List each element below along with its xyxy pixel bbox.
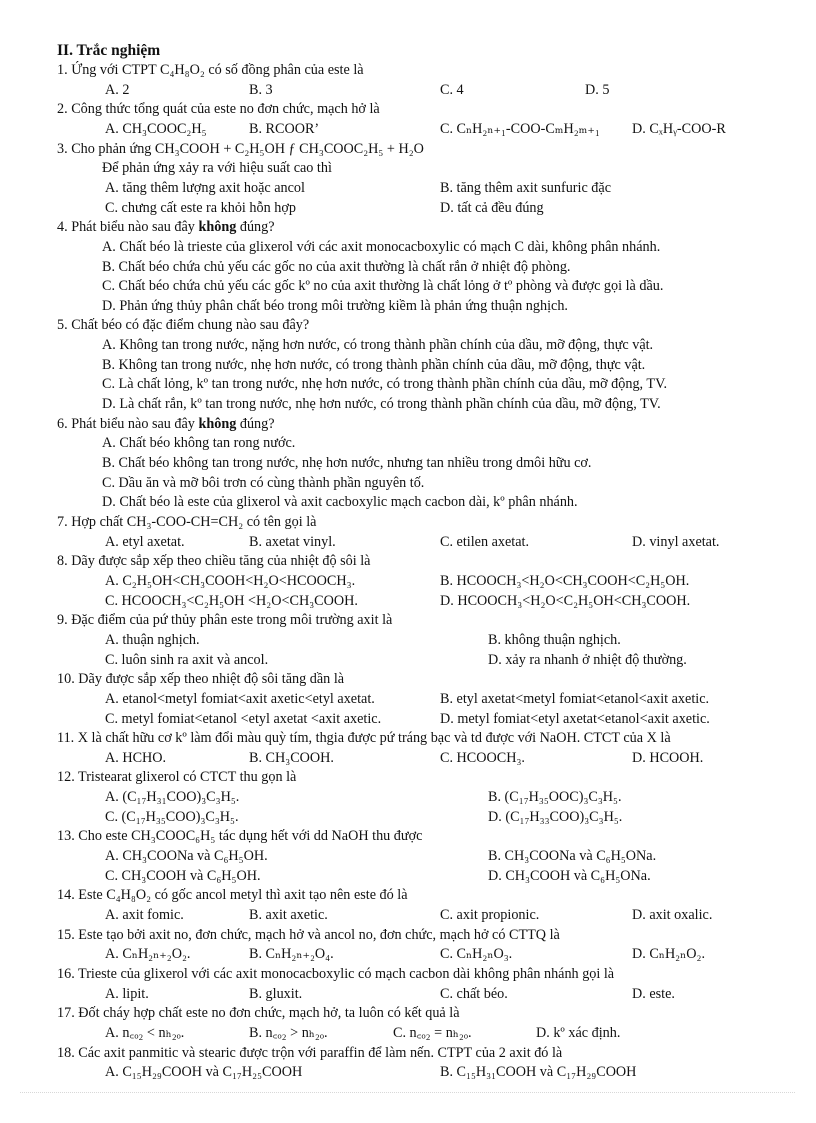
option-a: A. n꜀ₒ₂ < nₕ₂ₒ.	[105, 1024, 185, 1041]
option-b: B. etyl axetat<metyl fomiat<etanol<axit axetic.	[440, 690, 710, 707]
option-c: C. HCOOCH₃<C₂H₅OH <H₂O<CH₃COOH.	[105, 592, 358, 609]
option-d: D. 5	[585, 81, 610, 98]
question-3-condition: Để phản ứng xảy ra với hiệu suất cao thì	[102, 160, 332, 177]
question-10-stem: 10. Dãy được sắp xếp theo nhiệt độ sôi tăng dần là	[57, 671, 345, 688]
question-12-stem: 12. Tristearat glixerol có CTCT thu gọn là	[57, 769, 297, 786]
option-d: D. (C₁₇H₃₃COO)₃C₃H₅.	[488, 808, 623, 825]
question-13-stem: 13. Cho este CH₃COOC₆H₅ tác dụng hết với dd NaOH thu được	[57, 828, 423, 845]
option-c: C. axit propionic.	[440, 906, 540, 923]
option-c: C. CₙH₂ₙ₊₁-COO-CₘH₂ₘ₊₁	[440, 120, 600, 137]
question-9-stem: 9. Đặc điểm của pứ thủy phân este trong môi trường axit là	[57, 612, 393, 629]
option-c: C. HCOOCH₃.	[440, 749, 525, 766]
question-8-stem: 8. Dãy được sắp xếp theo chiều tăng của nhiệt độ sôi là	[57, 553, 371, 570]
option-a: A. CH₃COONa và C₆H₅OH.	[105, 848, 268, 865]
option-d: D. CₙH₂ₙO₂.	[632, 946, 706, 963]
question-17-options	[57, 1024, 777, 1044]
option-d: D. tất cả đều đúng	[440, 199, 544, 216]
question-14-options	[57, 906, 777, 926]
option-c: C. CH₃COOH và C₆H₅OH.	[105, 867, 261, 884]
question-12-options-row1	[57, 788, 777, 808]
option-c: C. metyl fomiat<etanol <etyl axetat <axit axetic.	[105, 710, 382, 727]
option-b: B. không thuận nghịch.	[488, 631, 621, 648]
question-17-stem: 17. Đốt cháy hợp chất este no đơn chức, mạch hở, ta luôn có kết quả là	[57, 1005, 460, 1022]
option-d: D. xảy ra nhanh ở nhiệt độ thường.	[488, 651, 687, 668]
option-b: B. tăng thêm axit sunfuric đặc	[440, 179, 611, 196]
question-14-stem: 14. Este C₄H₈O₂ có gốc ancol metyl thì axit tạo nên este đó là	[57, 887, 408, 904]
question-10-options-row1	[57, 690, 777, 710]
option-a: A. thuận nghịch.	[105, 631, 200, 648]
option-b: B. RCOOR’	[249, 120, 320, 137]
statement-c: C. Dầu ăn và mỡ bôi trơn có cùng thành phần nguyên tố.	[102, 474, 425, 491]
option-c: C. 4	[440, 81, 464, 98]
option-b: B. HCOOCH₃<H₂O<CH₃COOH<C₂H₅OH.	[440, 572, 690, 589]
statement-a: A. Chất béo không tan rong nước.	[102, 435, 296, 452]
option-a: A. HCHO.	[105, 749, 167, 766]
question-9-options-row2	[57, 651, 777, 671]
option-b: B. CₙH₂ₙ₊₂O₄.	[249, 946, 334, 963]
option-c: C. etilen axetat.	[440, 533, 530, 550]
question-13-options-row2	[57, 867, 777, 887]
option-c: C. chất béo.	[440, 985, 508, 1002]
question-16-options	[57, 985, 777, 1005]
question-9-options-row1	[57, 631, 777, 651]
option-b: B. CH₃COOH.	[249, 749, 334, 766]
question-4-stem: 4. Phát biểu nào sau đây không đúng?	[57, 219, 275, 236]
option-a: A. CH₃COOC₂H₅	[105, 120, 207, 137]
option-d: D. axit oxalic.	[632, 906, 713, 923]
option-b: B. (C₁₇H₃₅OOC)₃C₃H₅.	[488, 789, 622, 806]
option-a: A. axit fomic.	[105, 906, 184, 923]
option-d: D. HCOOCH₃<H₂O<C₂H₅OH<CH₃COOH.	[440, 592, 691, 609]
statement-a: A. Chất béo là trieste của glixerol với các axit monocacboxylic có mạch C dài, không phân nhánh.	[102, 238, 661, 255]
option-d: D. CₓHᵧ-COO-R	[632, 120, 726, 137]
question-8-options-row1	[57, 572, 777, 592]
question-5-stem: 5. Chất béo có đặc điểm chung nào sau đây?	[57, 317, 310, 334]
question-2-stem: 2. Công thức tổng quát của este no đơn chức, mạch hở là	[57, 101, 380, 118]
option-a: A. etyl axetat.	[105, 533, 185, 550]
option-a: A. tăng thêm lượng axit hoặc ancol	[105, 179, 305, 196]
option-b: B. gluxit.	[249, 985, 303, 1002]
question-6-stem: 6. Phát biểu nào sau đây không đúng?	[57, 415, 275, 432]
question-7-options	[57, 533, 777, 553]
option-a: A. C₁₅H₂₉COOH và C₁₇H₂₅COOH	[105, 1064, 303, 1081]
option-d: D. kº xác định.	[536, 1024, 621, 1041]
question-11-stem: 11. X là chất hữu cơ kº làm đổi màu quỳ tím, thgia được pứ tráng bạc và td được với NaOH. CTCT của X là	[57, 730, 671, 747]
question-18-stem: 18. Các axit panmitic và stearic được trộn với paraffin để làm nến. CTPT của 2 axit đó là	[57, 1044, 563, 1061]
question-16-stem: 16. Trieste của glixerol với các axit monocacboxylic có mạch cacbon dài không phân nhánh gọi là	[57, 965, 615, 982]
option-b: B. axit axetic.	[249, 906, 328, 923]
option-b: B. n꜀ₒ₂ > nₕ₂ₒ.	[249, 1024, 328, 1041]
option-a: A. CₙH₂ₙ₊₂O₂.	[105, 946, 191, 963]
page-bottom-dotted-rule	[20, 1092, 795, 1093]
document-body	[57, 40, 777, 1083]
option-a: A. etanol<metyl fomiat<axit axetic<etyl axetat.	[105, 690, 375, 707]
option-d: D. este.	[632, 985, 675, 1002]
section-title: II. Trắc nghiệm	[57, 42, 161, 59]
statement-d: D. Phản ứng thủy phân chất béo trong môi trường kiềm là phản ứng thuận nghịch.	[102, 297, 568, 314]
option-d: D. metyl fomiat<etyl axetat<etanol<axit axetic.	[440, 710, 710, 727]
option-b: B. C₁₅H₃₁COOH và C₁₇H₂₉COOH	[440, 1064, 637, 1081]
option-d: D. CH₃COOH và C₆H₅ONa.	[488, 867, 651, 884]
question-18-options	[57, 1063, 777, 1083]
question-1-stem: 1. Ứng với CTPT C₄H₈O₂ có số đồng phân của este là	[57, 62, 364, 78]
option-a: A. lipit.	[105, 985, 149, 1002]
question-15-stem: 15. Este tạo bởi axit no, đơn chức, mạch hở và ancol no, đơn chức, mạch hở có CTTQ là	[57, 926, 560, 943]
question-13-options-row1	[57, 847, 777, 867]
option-c: C. chưng cất este ra khỏi hỗn hợp	[105, 199, 296, 216]
statement-b: B. Không tan trong nước, nhẹ hơn nước, có trong thành phần chính của dầu, mỡ động, thực vật.	[102, 356, 646, 373]
option-c: C. luôn sinh ra axit và ancol.	[105, 651, 269, 668]
option-c: C. CₙH₂ₙO₃.	[440, 946, 513, 963]
statement-c: C. Chất béo chứa chủ yếu các gốc kº no của axit thường là chất lỏng ở tº phòng và được gọi là dầu.	[102, 278, 664, 295]
question-2-options	[57, 120, 777, 140]
question-3-stem: 3. Cho phản ứng CH₃COOH + C₂H₅OH ƒ CH₃COOC₂H₅ + H₂O	[57, 140, 424, 157]
question-10-options-row2	[57, 710, 777, 730]
option-a: A. C₂H₅OH<CH₃COOH<H₂O<HCOOCH₃.	[105, 572, 356, 589]
question-1-options	[57, 81, 777, 101]
question-3-options-row2	[57, 199, 777, 219]
question-15-options	[57, 945, 777, 965]
question-12-options-row2	[57, 808, 777, 828]
statement-b: B. Chất béo không tan trong nước, nhẹ hơn nước, nhưng tan nhiều trong dmôi hữu cơ.	[102, 455, 592, 472]
question-3-options-row1	[57, 179, 777, 199]
statement-d: D. Chất béo là este của glixerol và axit cacboxylic mạch cacbon dài, kº phân nhánh.	[102, 494, 578, 511]
option-a: A. 2	[105, 81, 130, 98]
option-c: C. (C₁₇H₃₅COO)₃C₃H₅.	[105, 808, 239, 825]
option-a: A. (C₁₇H₃₁COO)₃C₃H₅.	[105, 789, 240, 806]
statement-d: D. Là chất rắn, kº tan trong nước, nhẹ hơn nước, có trong thành phần chính của dầu, mỡ động, TV.	[102, 396, 661, 413]
option-c: C. n꜀ₒ₂ = nₕ₂ₒ.	[393, 1024, 472, 1041]
question-11-options	[57, 749, 777, 769]
question-7-stem: 7. Hợp chất CH₃-COO-CH=CH₂ có tên gọi là	[57, 514, 317, 531]
option-d: D. vinyl axetat.	[632, 533, 720, 550]
option-b: B. CH₃COONa và C₆H₅ONa.	[488, 848, 657, 865]
statement-b: B. Chất béo chứa chủ yếu các gốc no của axit thường là chất rắn ở nhiệt độ phòng.	[102, 258, 571, 275]
option-b: B. 3	[249, 81, 273, 98]
statement-c: C. Là chất lỏng, kº tan trong nước, nhẹ hơn nước, có trong thành phần chính của dầu, mỡ động, TV.	[102, 376, 668, 393]
statement-a: A. Không tan trong nước, nặng hơn nước, có trong thành phần chính của dầu, mỡ động, thực vật.	[102, 337, 654, 354]
option-d: D. HCOOH.	[632, 749, 704, 766]
question-8-options-row2	[57, 592, 777, 612]
option-b: B. axetat vinyl.	[249, 533, 336, 550]
